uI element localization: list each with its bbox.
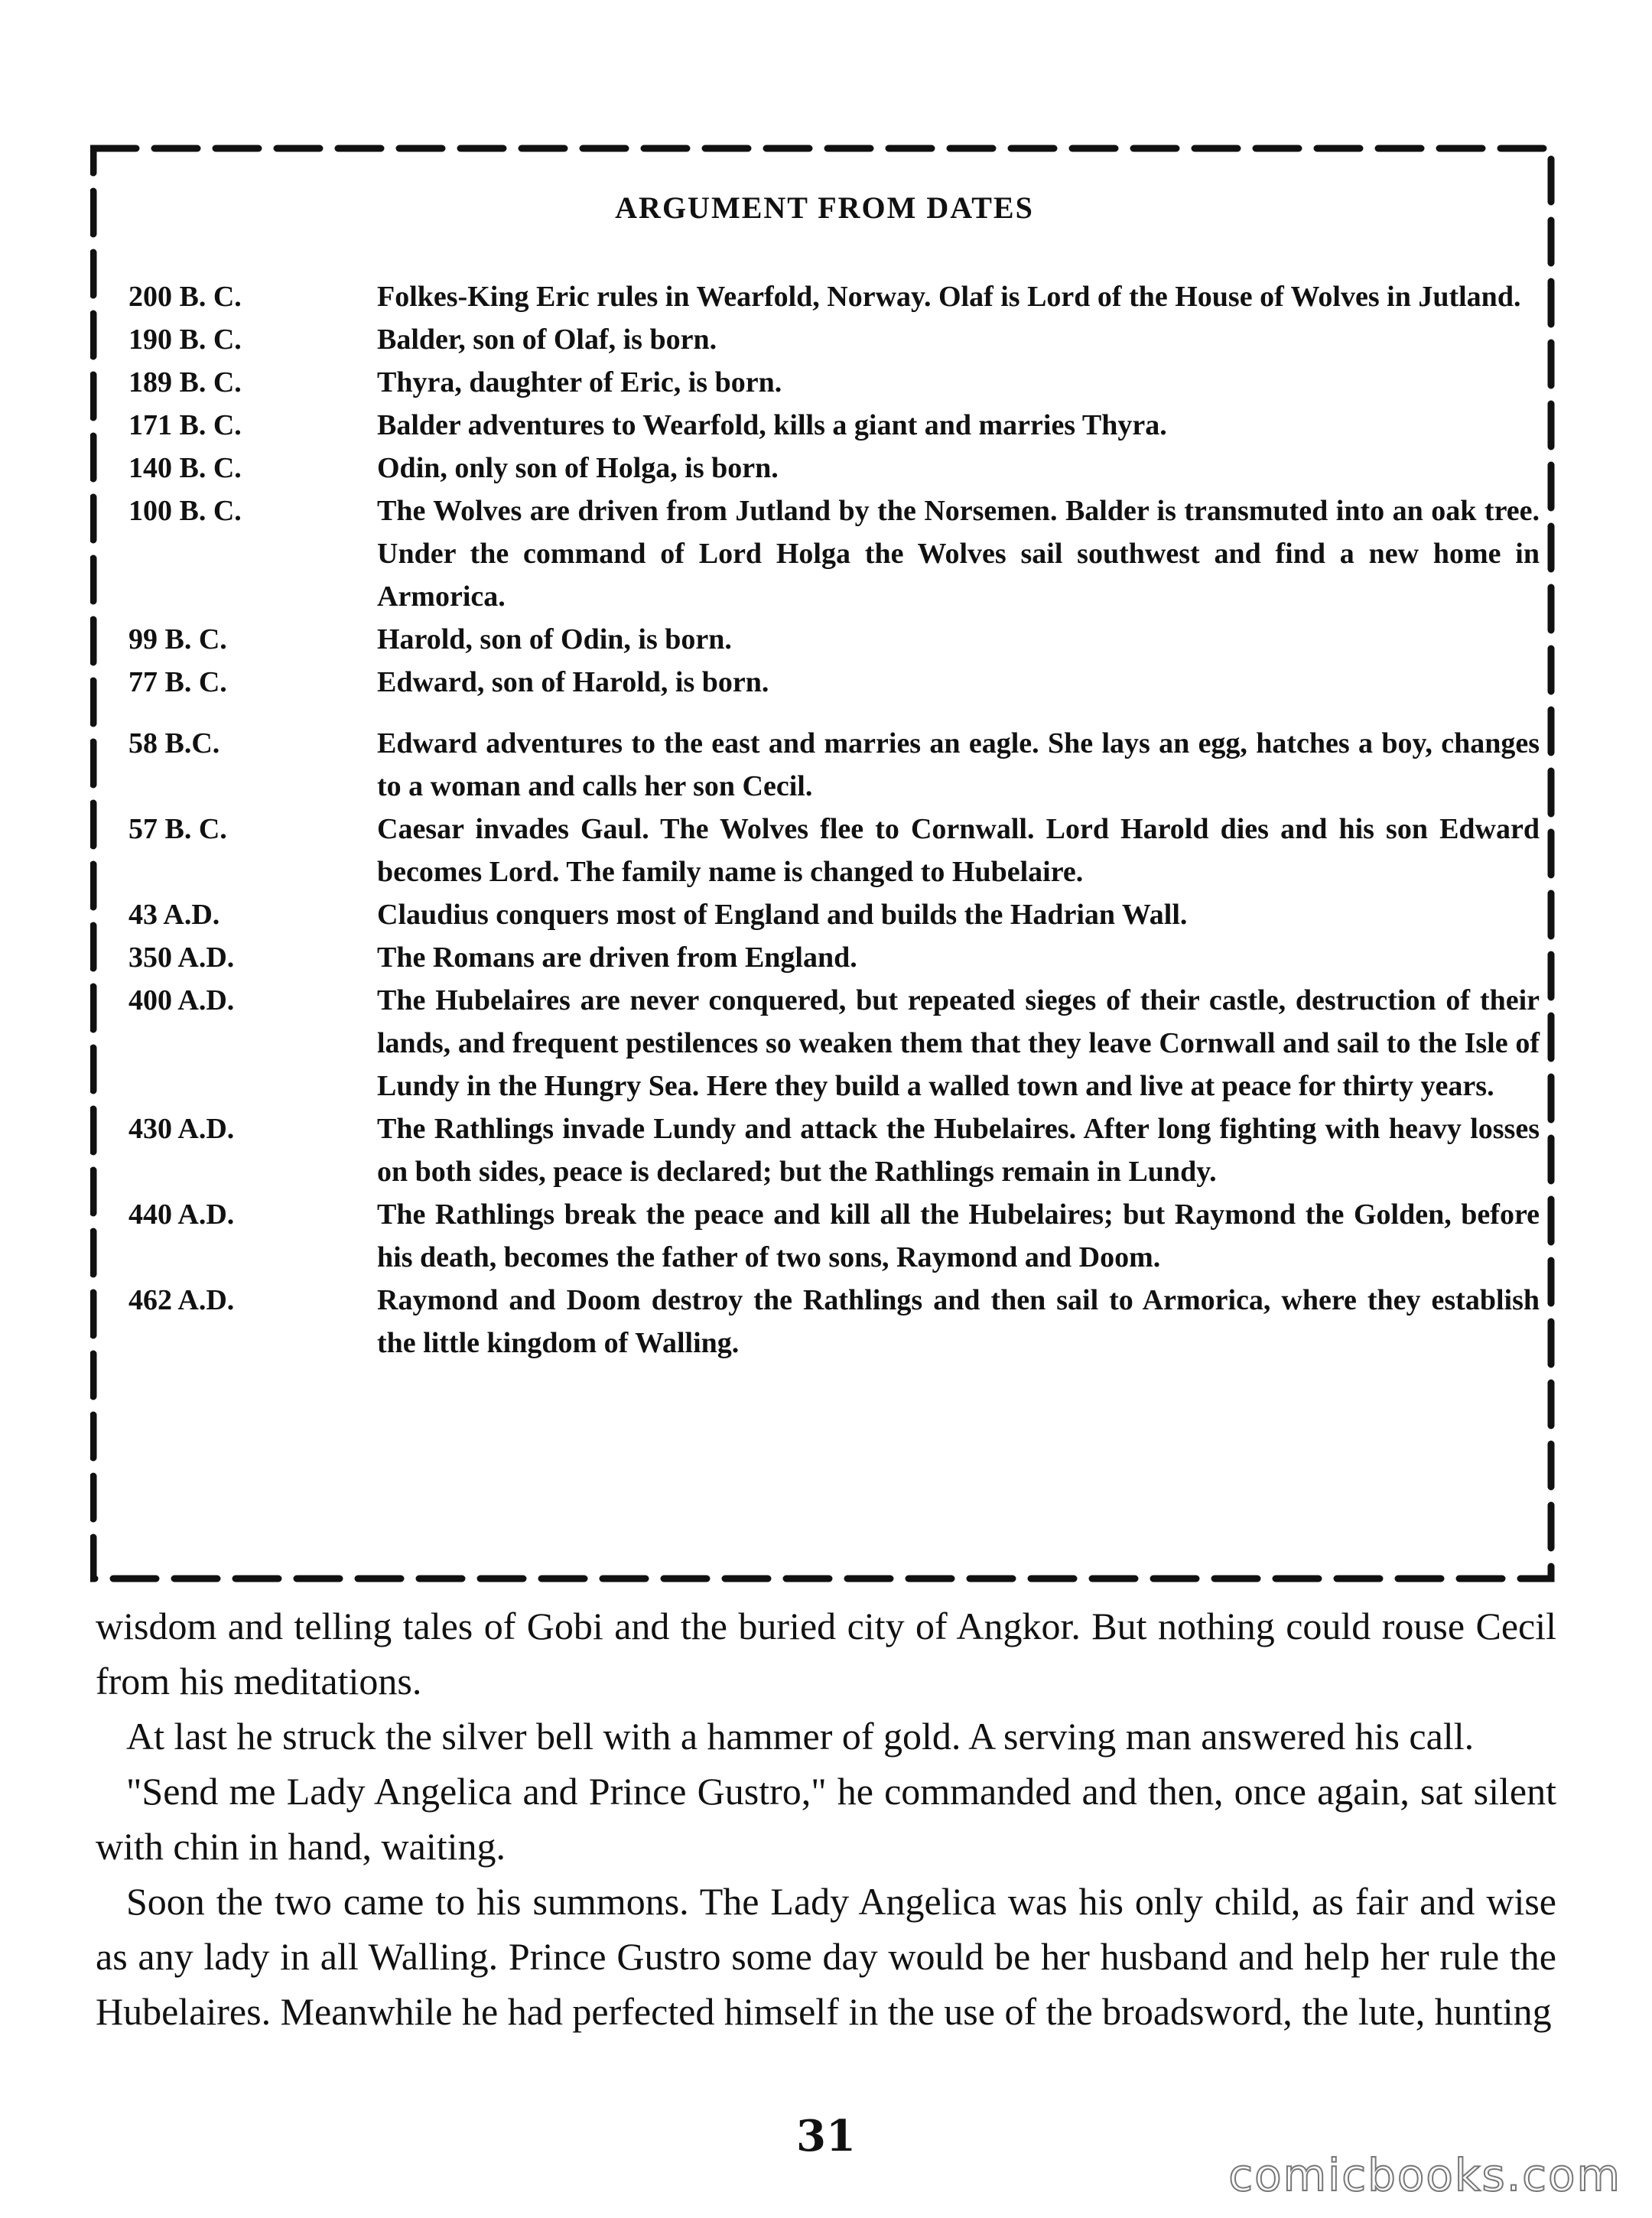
paragraph: Soon the two came to his summons. The Lady Angelica was his only child, as fair and wise as any lady in all Walling. Prince Gustro some day would be her husband and help her rule the Hubelaires. Meanwhile he had perfected himself in the use of the broadsword, the lute, hunting <box>96 1880 1556 2033</box>
entry-date: 350 A.D. <box>128 942 235 974</box>
entry-text: Raymond and Doom destroy the Rathlings and then sail to Armorica, where they establish the little kingdom of Walling. <box>377 1284 1540 1359</box>
entry-date: 99 B. C. <box>128 623 227 655</box>
entry-text: The Wolves are driven from Jutland by the Norsemen. Balder is transmuted into an oak tree. Under the command of Lord Holga the Wolves sail southwest and find a new home in Armorica. <box>377 495 1540 613</box>
entry-date: 462 A.D. <box>128 1284 235 1316</box>
entry-date: 140 B. C. <box>128 452 242 484</box>
timeline-entry <box>128 618 1540 661</box>
entry-date: 430 A.D. <box>128 1113 235 1145</box>
entry-text: Edward, son of Harold, is born. <box>377 666 769 698</box>
timeline-entry <box>128 722 1540 808</box>
entry-text: Caesar invades Gaul. The Wolves flee to Cornwall. Lord Harold dies and his son Edward becomes Lord. The family name is changed to Hubelaire. <box>377 813 1540 888</box>
entry-date: 171 B. C. <box>128 409 242 441</box>
timeline-entry <box>128 447 1540 489</box>
timeline-entries <box>128 275 1540 1364</box>
entry-text: Claudius conquers most of England and builds the Hadrian Wall. <box>377 899 1188 931</box>
timeline-entry <box>128 936 1540 979</box>
timeline-entry <box>128 318 1540 361</box>
page-number: 31 <box>796 2111 856 2161</box>
entry-text: The Hubelaires are never conquered, but repeated sieges of their castle, destruction of their lands, and frequent pestilences so weaken them that they leave Cornwall and sail to the Isle of Lundy in the Hungry Sea. Here they build a walled town and live at peace for thirty years. <box>377 984 1540 1102</box>
entry-date: 77 B. C. <box>128 666 227 698</box>
watermark: comicbooks.com <box>1228 2149 1621 2201</box>
entry-date: 43 A.D. <box>128 899 220 931</box>
timeline-entry <box>128 404 1540 447</box>
entry-text: The Romans are driven from England. <box>377 942 857 974</box>
timeline-entry <box>128 979 1540 1107</box>
timeline-entry <box>128 808 1540 893</box>
entry-text: Harold, son of Odin, is born. <box>377 623 732 655</box>
entry-text: Folkes-King Eric rules in Wearfold, Norway. Olaf is Lord of the House of Wolves in Jutland. <box>377 281 1521 313</box>
entry-date: 189 B. C. <box>128 366 242 398</box>
paragraph: wisdom and telling tales of Gobi and the buried city of Angkor. But nothing could rouse Cecil from his meditations. <box>96 1605 1556 1703</box>
argument-box <box>90 144 1559 1589</box>
entry-text: The Rathlings invade Lundy and attack the Hubelaires. After long fighting with heavy losses on both sides, peace is declared; but the Rathlings remain in Lundy. <box>377 1113 1540 1188</box>
entry-date: 100 B. C. <box>128 495 242 527</box>
entry-date: 400 A.D. <box>128 984 235 1016</box>
timeline-entry <box>128 893 1540 936</box>
entry-text: Odin, only son of Holga, is born. <box>377 452 779 484</box>
timeline-entry <box>128 361 1540 404</box>
entry-date: 57 B. C. <box>128 813 227 845</box>
timeline-entry <box>128 489 1540 618</box>
story-text <box>96 1598 1556 2039</box>
box-title: ARGUMENT FROM DATES <box>615 190 1034 225</box>
paragraph: At last he struck the silver bell with a hammer of gold. A serving man answered his call. <box>126 1715 1475 1758</box>
timeline-entry <box>128 661 1540 704</box>
timeline-entry <box>128 1193 1540 1279</box>
paragraph: "Send me Lady Angelica and Prince Gustro," he commanded and then, once again, sat silent with chin in hand, waiting. <box>96 1770 1556 1868</box>
timeline-entry <box>128 1107 1540 1193</box>
entry-text: Balder, son of Olaf, is born. <box>377 324 717 356</box>
entry-text: Balder adventures to Wearfold, kills a giant and marries Thyra. <box>377 409 1167 441</box>
entry-date: 200 B. C. <box>128 281 242 313</box>
timeline-entry <box>128 275 1540 318</box>
entry-text: Edward adventures to the east and marries an eagle. She lays an egg, hatches a boy, changes to a woman and calls her son Cecil. <box>377 727 1540 802</box>
entry-date: 58 B.C. <box>128 727 220 759</box>
entry-text: The Rathlings break the peace and kill all the Hubelaires; but Raymond the Golden, before his death, becomes the father of two sons, Raymond and Doom. <box>377 1198 1540 1273</box>
entry-text: Thyra, daughter of Eric, is born. <box>377 366 782 398</box>
timeline-entry <box>128 1279 1540 1364</box>
entry-date: 190 B. C. <box>128 324 242 356</box>
entry-date: 440 A.D. <box>128 1198 235 1231</box>
